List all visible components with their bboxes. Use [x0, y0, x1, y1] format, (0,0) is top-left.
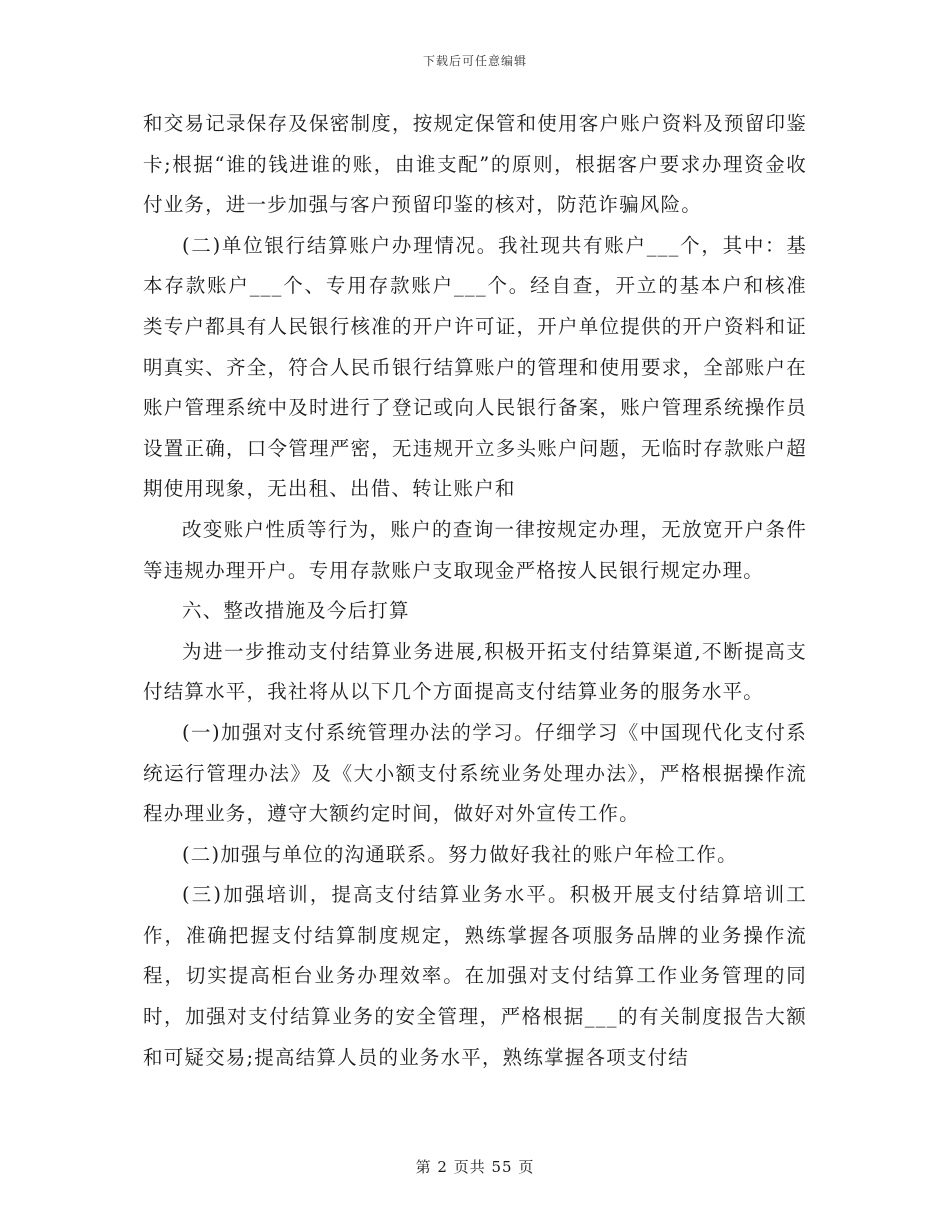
paragraph-5: 为进一步推动支付结算业务进展,积极开拓支付结算渠道,不断提高支付结算水平，我社将从以下几个方面提高支付结算业务的服务水平。	[143, 639, 807, 704]
page-header: 下载后可任意编辑	[422, 54, 527, 68]
page-number: 第 2 页共 55 页	[415, 1158, 535, 1176]
paragraph-3: 改变账户性质等行为，账户的查询一律按规定办理，无放宽开户条件等违规办理开户。专用存款账户支取现金严格按人民银行规定办理。	[143, 517, 807, 582]
paragraph-6: (一)加强对支付系统管理办法的学习。仔细学习《中国现代化支付系统运行管理办法》及《大小额支付系统业务处理办法》，严格根据操作流程办理业务，遵守大额约定时间，做好对外宣传工作。	[143, 720, 807, 826]
paragraph-2: (二)单位银行结算账户办理情况。我社现共有账户___个，其中：基本存款账户___个、专用存款账户___个。经自查，开立的基本户和核准类专户都具有人民银行核准的开户许可证，开户单位提供的开户资料和证明真实、齐全，符合人民币银行结算账户的管理和使用要求，全部账户在账户管理系统中及时进行了登记或向人民银行备案，账户管理系统操作员设置正确，口令管理严密，无违规开立多头账户问题，无临时存款账户超期使用现象，无出租、出借、转让账户和	[143, 233, 807, 501]
paragraph-1: 和交易记录保存及保密制度，按规定保管和使用客户账户资料及预留印鉴卡;根据“谁的钱进谁的账，由谁支配”的原则，根据客户要求办理资金收付业务，进一步加强与客户预留印鉴的核对，防范诈骗风险。	[143, 112, 807, 217]
paragraph-7: (二)加强与单位的沟通联系。努力做好我社的账户年检工作。	[182, 842, 738, 866]
document-body	[143, 104, 807, 1078]
section-heading: 六、整改措施及今后打算	[182, 599, 410, 623]
paragraph-8: (三)加强培训，提高支付结算业务水平。积极开展支付结算培训工作，准确把握支付结算制度规定，熟练掌握各项服务品牌的业务操作流程，切实提高柜台业务办理效率。在加强对支付结算工作业务管理的同时，加强对支付结算业务的安全管理，严格根据___的有关制度报告大额和可疑交易;提高结算人员的业务水平，熟练掌握各项支付结	[143, 883, 807, 1069]
